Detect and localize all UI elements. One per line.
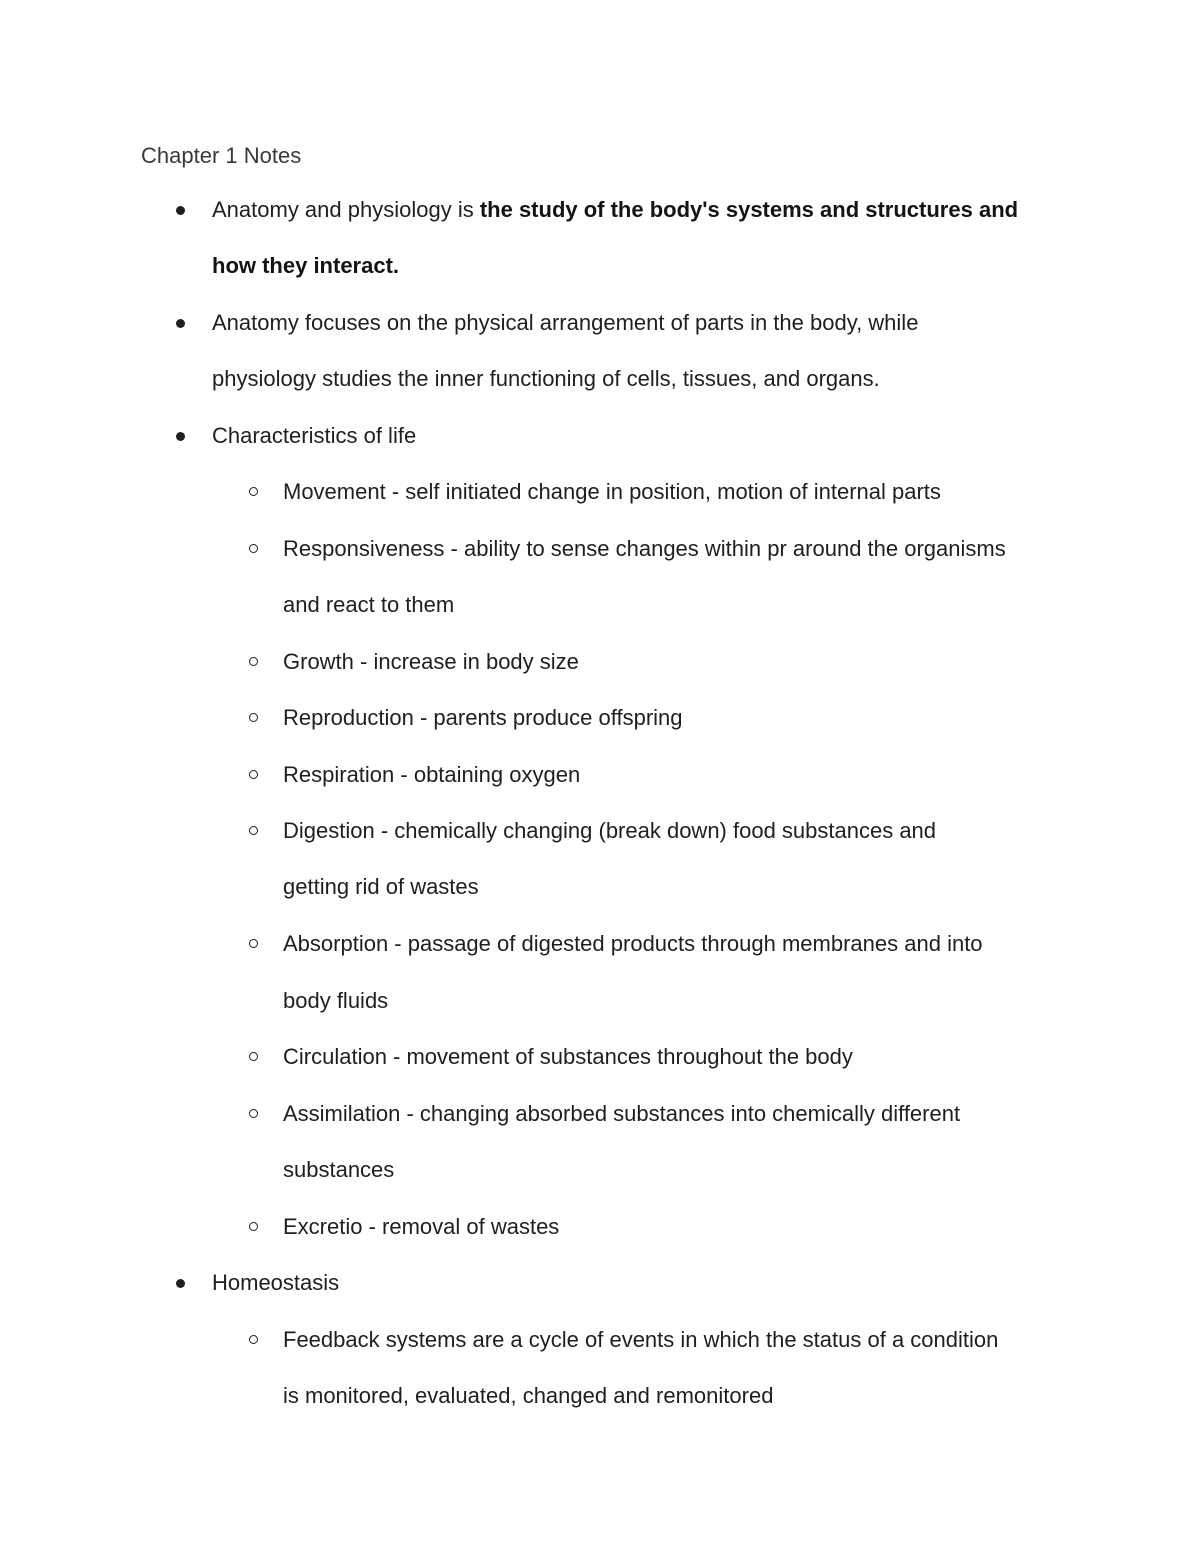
sub-item-assimilation-line2: substances [283,1157,395,1182]
sub-item-absorption-line2: body fluids [283,988,389,1013]
bullet-circle-icon [249,1335,258,1344]
bullet-circle-icon [249,487,258,496]
sub-item-movement: Movement - self initiated change in position, motion of internal parts [283,479,941,504]
sub-item-reproduction: Reproduction - parents produce offspring [283,705,683,730]
bullet-text-regular: Anatomy and physiology is [212,197,480,222]
sub-item-digestion-line2: getting rid of wastes [283,874,479,899]
bullet-anatomy-physiology-line2: how they interact. [212,253,400,278]
bullet-circle-icon [249,939,258,948]
bullet-anatomy-physiology-line1 [212,193,1018,227]
sub-item-absorption-line1: Absorption - passage of digested products through membranes and into [283,931,983,956]
bullet-anatomy-focus-line1: Anatomy focuses on the physical arrangement of parts in the body, while [212,310,919,335]
sub-item-responsiveness-line1: Responsiveness - ability to sense changes within pr around the organisms [283,536,1006,561]
sub-item-feedback-line2: is monitored, evaluated, changed and remonitored [283,1383,774,1408]
bullet-circle-icon [249,1222,258,1231]
bullet-characteristics-of-life: Characteristics of life [212,423,417,448]
sub-item-excretio: Excretio - removal of wastes [283,1214,560,1239]
bullet-anatomy-focus-line2: physiology studies the inner functioning of cells, tissues, and organs. [212,366,880,391]
sub-item-digestion-line1: Digestion - chemically changing (break down) food substances and [283,818,937,843]
sub-item-feedback-line1: Feedback systems are a cycle of events in which the status of a condition [283,1327,999,1352]
bullet-circle-icon [249,1109,258,1118]
sub-item-assimilation-line1: Assimilation - changing absorbed substances into chemically different [283,1101,961,1126]
bullet-text-bold: the study of the body's systems and structures and [479,197,1019,222]
page-title: Chapter 1 Notes [141,143,302,168]
bullet-circle-icon [249,713,258,722]
sub-item-responsiveness-line2: and react to them [283,592,455,617]
sub-item-circulation: Circulation - movement of substances throughout the body [283,1044,853,1069]
bullet-circle-icon [249,657,258,666]
bullet-dot-icon [176,206,185,215]
bullet-dot-icon [176,319,185,328]
sub-item-respiration: Respiration - obtaining oxygen [283,762,581,787]
sub-item-growth: Growth - increase in body size [283,649,579,674]
bullet-homeostasis: Homeostasis [212,1270,340,1295]
bullet-dot-icon [176,432,185,441]
bullet-dot-icon [176,1279,185,1288]
bullet-circle-icon [249,770,258,779]
bullet-circle-icon [249,544,258,553]
bullet-circle-icon [249,826,258,835]
bullet-circle-icon [249,1052,258,1061]
